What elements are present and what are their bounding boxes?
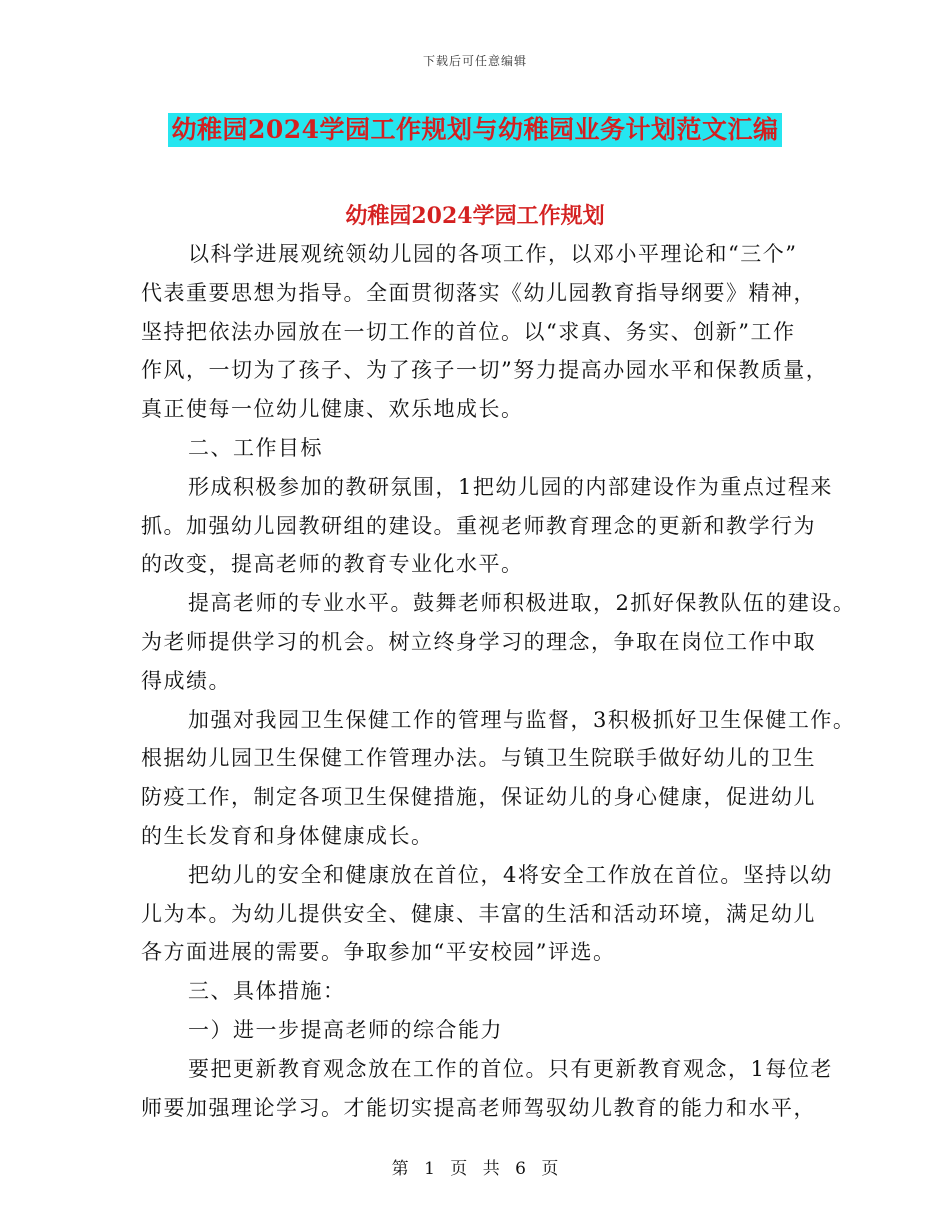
text-line: 一）进一步提高老师的综合能力 [188,1017,503,1042]
text-line: 加强对我园卫生保健工作的管理与监督，3积极抓好卫生保健工作。 [188,707,856,732]
text-line: 作风，一切为了孩子、为了孩子一切”努力提高办园水平和保教质量， [141,358,829,383]
text-line: 三、具体措施： [188,979,346,1004]
text-line: 的改变，提高老师的教育专业化水平。 [141,552,524,577]
text-line: 二、工作目标 [188,435,323,460]
section-title: 幼稚园2024学园工作规划 [345,203,605,229]
document-title: 幼稚园2024学园工作规划与幼稚园业务计划范文汇编 [168,113,781,147]
text-line: 抓。加强幼儿园教研组的建设。重视老师教育理念的更新和教学行为 [141,513,816,538]
page-number-footer: 第 1 页 共 6 页 [391,1159,559,1179]
text-line: 根据幼儿园卫生保健工作管理办法。与镇卫生院联手做好幼儿的卫生 [141,746,816,771]
text-line: 各方面进展的需要。争取参加“平安校园”评选。 [141,940,616,965]
main-title-wrap [0,113,950,147]
body-text [141,235,856,1127]
text-line: 师要加强理论学习。才能切实提高老师驾驭幼儿教育的能力和水平， [141,1095,816,1120]
text-line: 代表重要思想为指导。全面贯彻落实《幼儿园教育指导纲要》精神， [141,280,816,305]
text-line: 儿为本。为幼儿提供安全、健康、丰富的生活和活动环境，满足幼儿 [141,901,816,926]
text-line: 以科学进展观统领幼儿园的各项工作，以邓小平理论和“三个” [188,242,798,266]
text-line: 把幼儿的安全和健康放在首位，4将安全工作放在首位。坚持以幼 [188,862,833,887]
header-note: 下载后可任意编辑 [422,54,527,68]
text-line: 形成积极参加的教研氛围，1把幼儿园的内部建设作为重点过程来 [188,474,833,499]
text-line: 为老师提供学习的机会。树立终身学习的理念，争取在岗位工作中取 [141,629,816,654]
text-line: 要把更新教育观念放在工作的首位。只有更新教育观念，1每位老 [188,1056,833,1081]
text-line: 得成绩。 [141,668,231,693]
text-line: 防疫工作，制定各项卫生保健措施，保证幼儿的身心健康，促进幼儿 [141,785,816,810]
text-line: 坚持把依法办园放在一切工作的首位。以“求真、务实、创新”工作 [141,319,796,344]
text-line: 真正使每一位幼儿健康、欢乐地成长。 [141,397,524,422]
text-line: 提高老师的专业水平。鼓舞老师积极进取，2抓好保教队伍的建设。 [188,591,856,616]
text-line: 的生长发育和身体健康成长。 [141,823,434,848]
